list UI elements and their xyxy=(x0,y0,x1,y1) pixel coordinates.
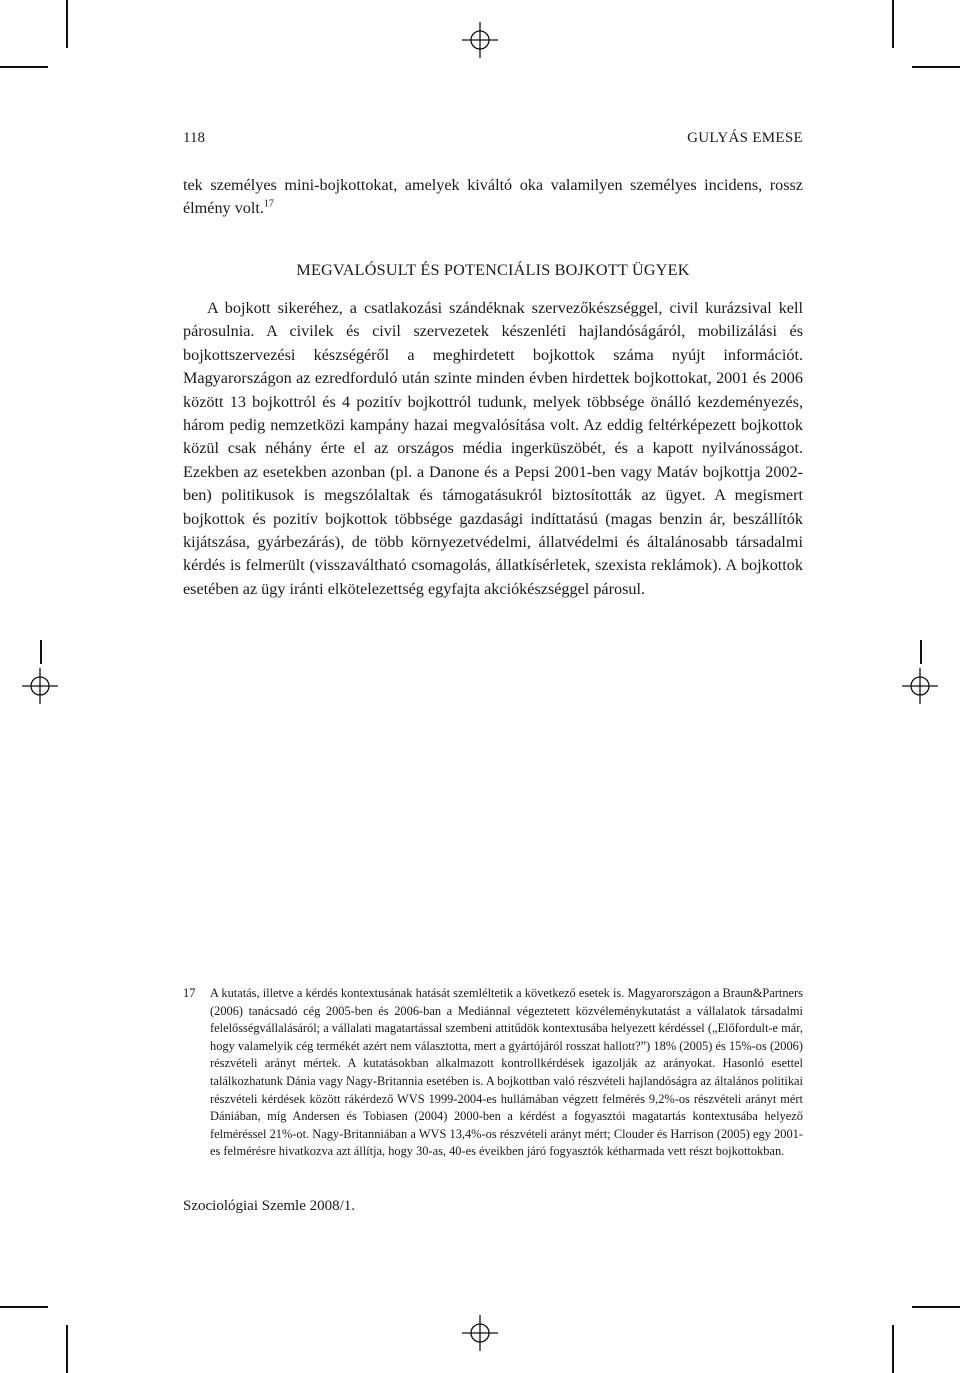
footnote-number: 17 xyxy=(183,986,196,1000)
registration-mark-right-tick-top xyxy=(920,640,922,664)
paragraph-main: A bojkott sikeréhez, a csatlakozási szándéknak szervezőkészséggel, civil kurázsival kell párosulnia. A civilek és civil szervezetek készenléti hajlandóságáról, mobilizálási és bojkottszervezési készségéről a meghirdetett bojkottok száma nyújt információt. Magyarországon az ezredforduló után szinte minden évben hirdettek bojkottokat, 2001 és 2006 között 13 bojkottról és 4 pozitív bojkottról tudunk, melyek többsége önálló kezdeményezés, három pedig nemzetközi kampány hazai megvalósítása volt. Az eddig feltérképezett bojkottok közül csak néhány érte el az országos média ingerküszöbét, és a kapott nyilvánosságot. Ezekben az esetekben azonban (pl. a Danone és a Pepsi 2001-ben vagy Matáv bojkottja 2002-ben) politikusok is megszólaltak és támogatásukról biztosították az ügyet. A megismert bojkottok és pozitív bojkottok többsége gazdasági indíttatású (magas benzin ár, beszállítók kijátszása, gyárbezárás), de több környezetvédelmi, állatvédelmi és általánosabb társadalmi kérdés is felmerült (visszaváltható csomagolás, állatkísérletek, szexista reklámok). A bojkottok esetében az ügy iránti elkötelezettség egyfajta akciókészséggel párosul. xyxy=(183,299,803,598)
registration-mark-left-icon xyxy=(22,668,58,704)
paragraph-text: tek személyes mini-bojkottokat, amelyek kiváltó oka valamilyen személyes incidens, rossz élmény volt. xyxy=(183,176,803,218)
page-number: 118 xyxy=(183,130,205,146)
footnote-reference: 17 xyxy=(263,199,274,211)
registration-mark-top-icon xyxy=(462,22,498,58)
paragraph-continuation xyxy=(183,174,803,221)
crop-mark-top-left-v xyxy=(66,0,68,48)
crop-mark-bottom-left-v xyxy=(66,1325,68,1373)
crop-mark-top-left-h xyxy=(0,66,48,68)
running-title: GULYÁS EMESE xyxy=(687,130,803,146)
crop-mark-bottom-right-v xyxy=(892,1325,894,1373)
crop-mark-top-right-h xyxy=(912,66,960,68)
journal-footer: Szociológiai Szemle 2008/1. xyxy=(183,1198,356,1214)
section-heading: MEGVALÓSULT ÉS POTENCIÁLIS BOJKOTT ÜGYEK xyxy=(296,261,690,279)
running-head xyxy=(183,130,803,152)
footnote-text: A kutatás, illetve a kérdés kontextusának hatását szemléltetik a következő esetek is. Magyarországon a Braun&Partners (2006) tanácsadó cég 2005-ben és 2006-ban a Mediánnal végeztetett közvéleménykutatást a vállalatok társadalmi felelősségvállalásáról; a vállalati magatartással szembeni attitűdök kontextusába helyezett kérdéssel („Előfordult-e már, hogy valamelyik cég termékét azért nem választotta, mert a gyártójáról rosszat hallott?”) 18% (2005) és 15%-os (2006) részvételi arányt mértek. A kutatásokban alkalmazott kontrollkérdések igazolják az arányokat. Hasonló esettel találkozhatunk Dánia vagy Nagy-Britannia esetében is. A bojkottban való részvételi hajlandóságra az általános politikai részvételi kérdések között rákérdező WVS 1999-2004-es hullámában végzett felmérés 9,2%-os részvételi arányt mért Dániában, míg Andersen és Tobiasen (2004) 2000-ben a kérdést a fogyasztói magatartás kontextusába helyező felméréssel 21%-ot. Nagy-Britanniában a WVS 13,4%-os részvételi arányt mért; Clouder és Harrison (2005) egy 2001-es felmérésre hivatkozva azt állítja, hogy 30-as, 40-es éveikben járó fogyasztók kétharmada vett részt bojkottokban. xyxy=(210,986,803,1159)
crop-mark-top-right-v xyxy=(892,0,894,48)
registration-mark-right-icon xyxy=(902,668,938,704)
footnote xyxy=(183,985,803,1161)
registration-mark-left-tick-top xyxy=(40,640,42,664)
crop-mark-bottom-right-h xyxy=(912,1306,960,1308)
crop-mark-bottom-left-h xyxy=(0,1306,48,1308)
registration-mark-bottom-icon xyxy=(462,1315,498,1351)
